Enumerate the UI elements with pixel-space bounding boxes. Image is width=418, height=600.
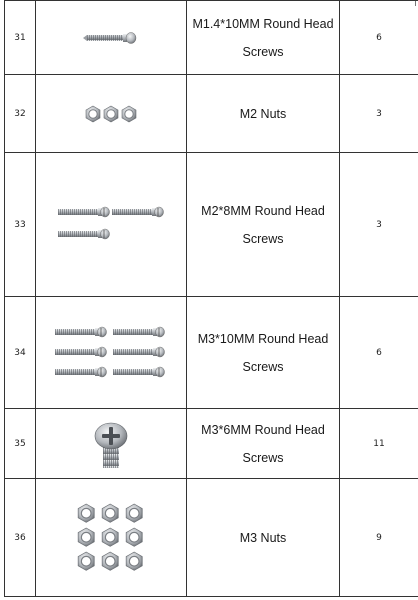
part-image [36, 479, 187, 597]
part-name: M2 Nuts [187, 75, 340, 153]
row-number: 33 [5, 153, 36, 297]
part-image [36, 297, 187, 409]
part-quantity: 11 [340, 409, 418, 479]
part-image [36, 1, 187, 75]
nut-icon [73, 500, 149, 576]
row-number: 35 [5, 409, 36, 479]
part-image [36, 75, 187, 153]
row-number: 31 [5, 1, 36, 75]
table-row [5, 409, 418, 479]
small-screw-icon [81, 28, 141, 48]
part-quantity: 3 [340, 75, 418, 153]
part-name: M3*10MM Round Head Screws [187, 297, 340, 409]
row-number: 32 [5, 75, 36, 153]
part-quantity: 3 [340, 153, 418, 297]
part-quantity: 9 [340, 479, 418, 597]
part-quantity: 6 [340, 297, 418, 409]
part-image [36, 153, 187, 297]
part-name: M3*6MM Round Head Screws [187, 409, 340, 479]
part-name: M1.4*10MM Round Head Screws [187, 1, 340, 75]
table-row [5, 1, 418, 75]
parts-table [4, 0, 418, 597]
row-number: 36 [5, 479, 36, 597]
part-image [36, 409, 187, 479]
screw-icon [56, 203, 166, 247]
part-quantity: 6 [340, 1, 418, 75]
row-number: 34 [5, 297, 36, 409]
table-row [5, 297, 418, 409]
screw-icon [53, 323, 169, 383]
table-row [5, 153, 418, 297]
part-name: M3 Nuts [187, 479, 340, 597]
table-row [5, 75, 418, 153]
table-row [5, 479, 418, 597]
part-name: M2*8MM Round Head Screws [187, 153, 340, 297]
screw-head-icon [91, 418, 131, 470]
nut-icon [83, 104, 139, 124]
